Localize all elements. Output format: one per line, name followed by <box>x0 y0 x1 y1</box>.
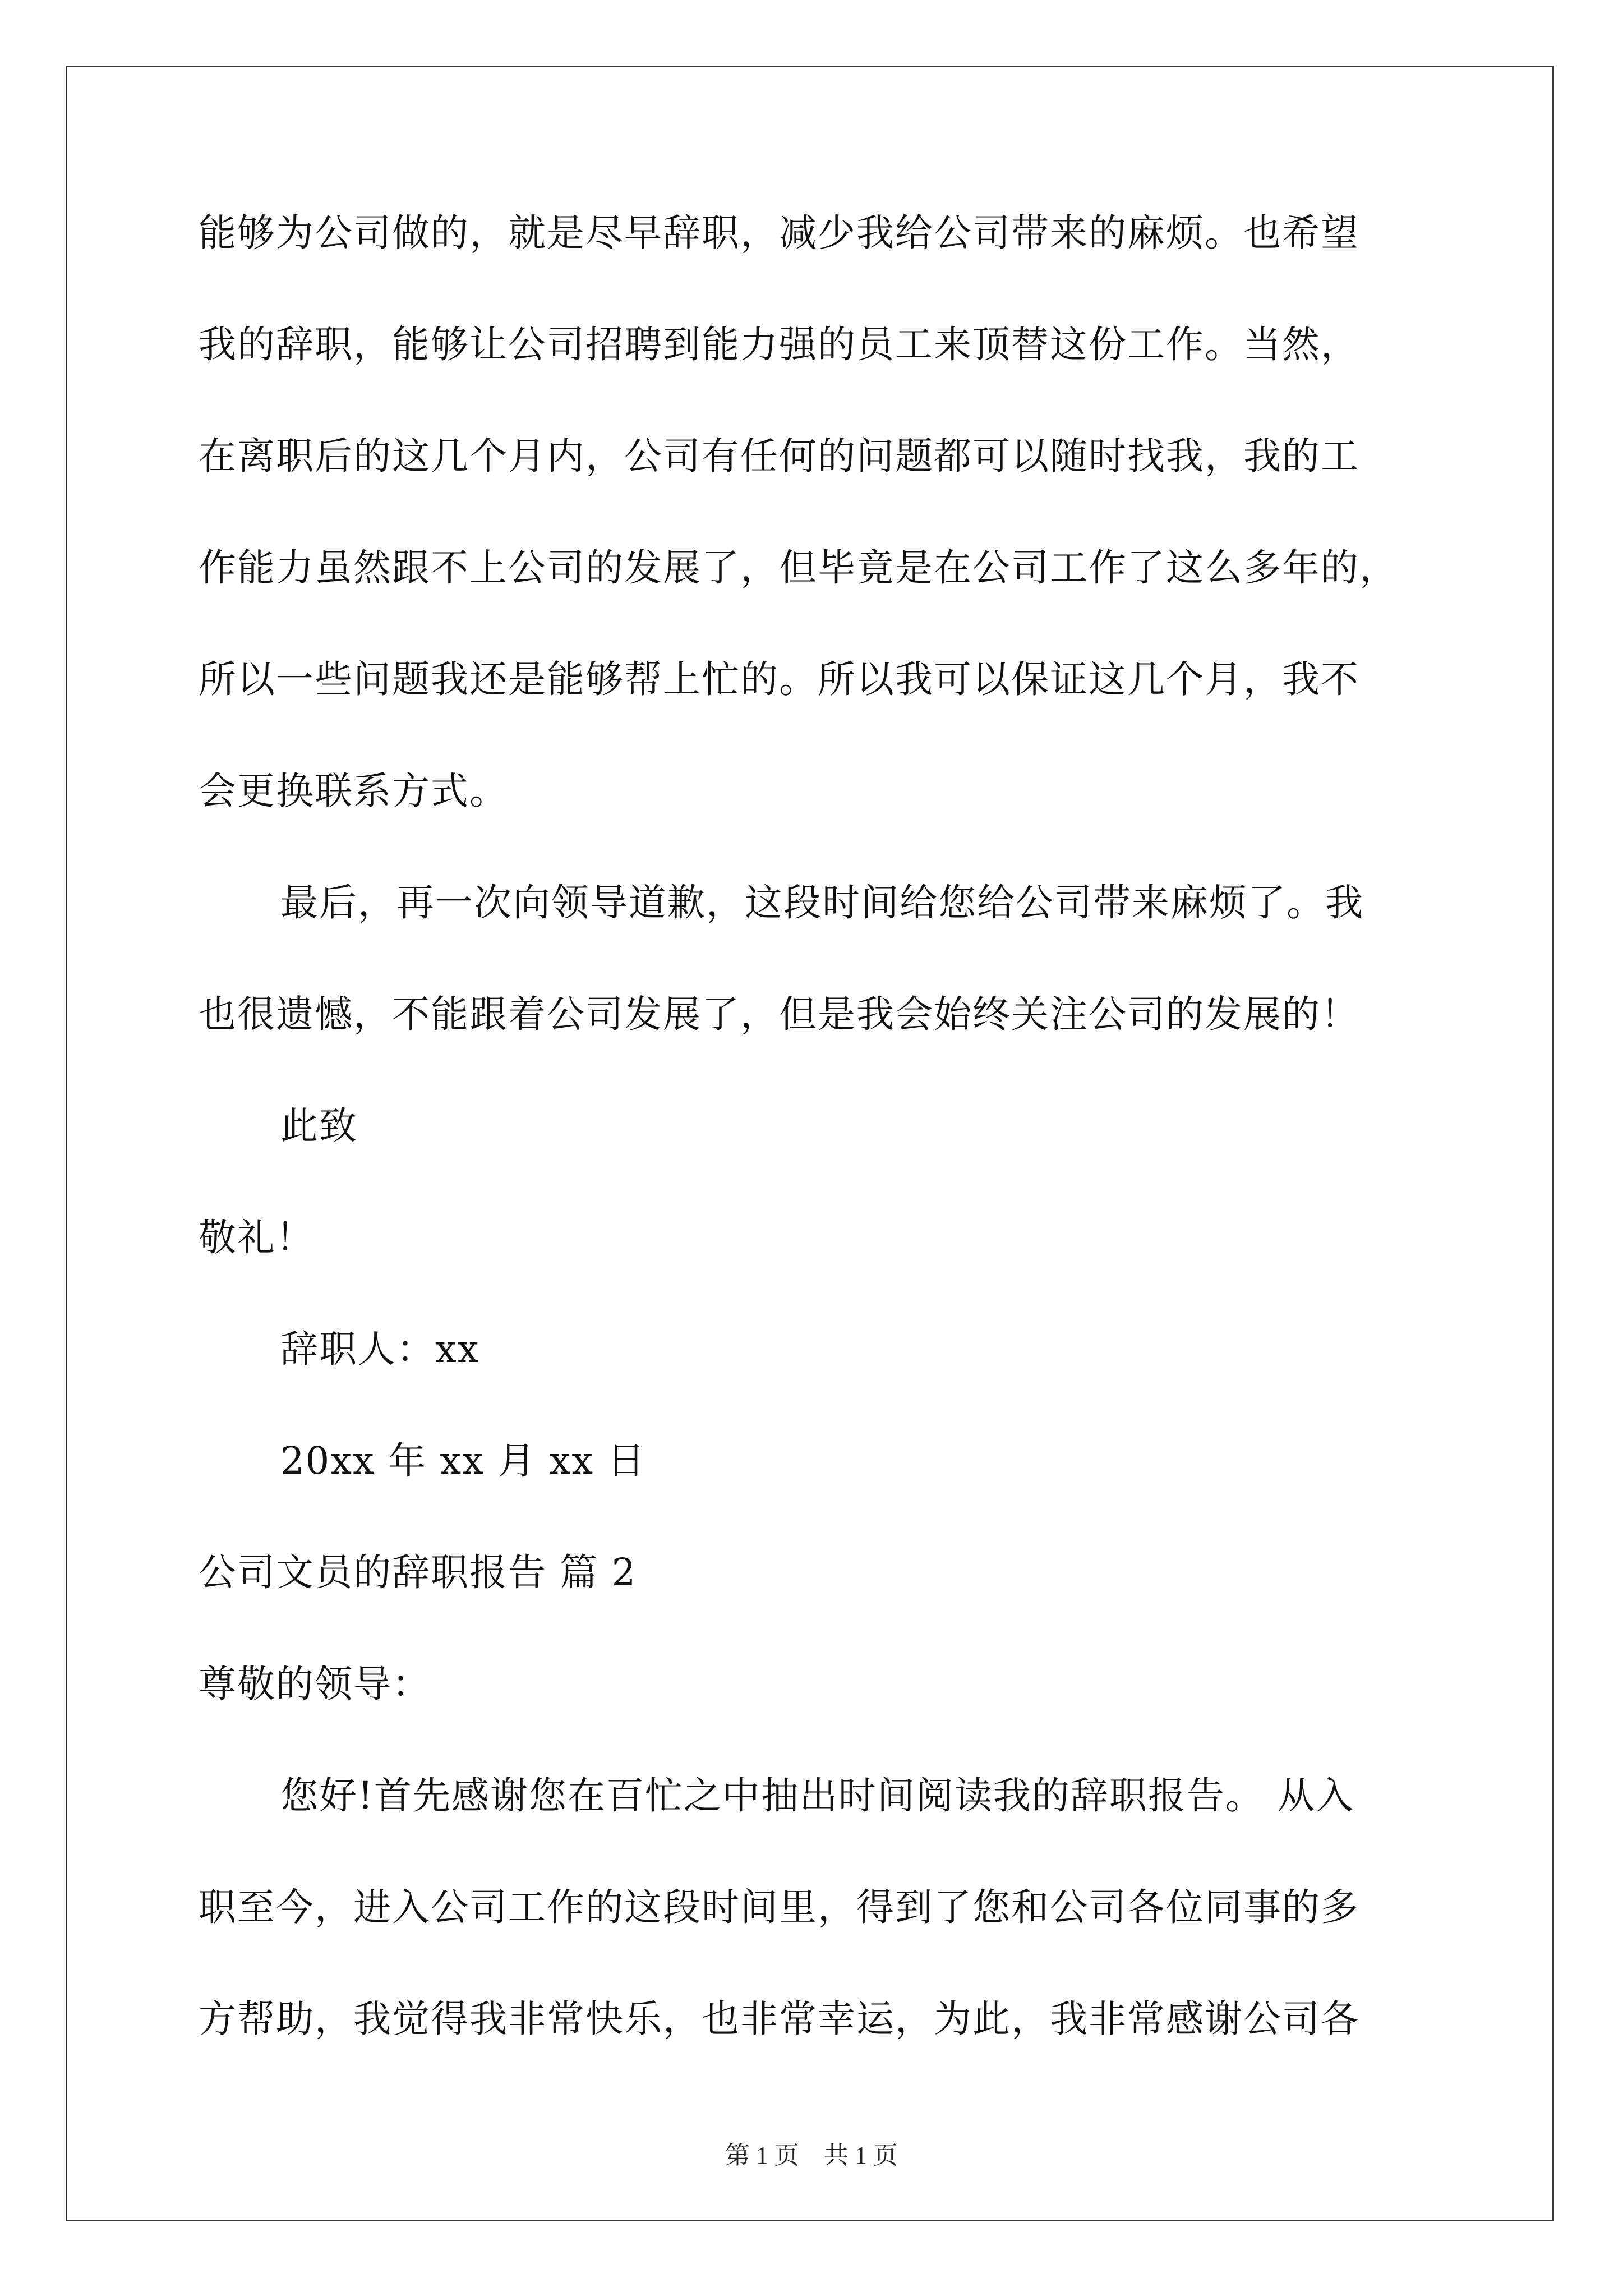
body-line: 职至今，进入公司工作的这段时间里，得到了您和公司各位同事的多 <box>199 1885 1359 1929</box>
page-number-footer: 第 1 页 共 1 页 <box>725 2142 898 2169</box>
greeting: 尊敬的领导： <box>199 1662 431 1706</box>
body-line: 最后，再一次向领导道歉，这段时间给您给公司带来麻烦了。我 <box>280 881 1364 924</box>
signature-date: 20xx 年 xx 月 xx 日 <box>280 1439 646 1483</box>
body-line: 也很遗憾，不能跟着公司发展了，但是我会始终关注公司的发展的！ <box>199 992 1359 1036</box>
body-line: 所以一些问题我还是能够帮上忙的。所以我可以保证这几个月，我不 <box>199 657 1359 701</box>
body-line: 在离职后的这几个月内，公司有任何的问题都可以随时找我，我的工 <box>199 434 1359 478</box>
closing-salutation: 此致 <box>280 1104 358 1148</box>
signer-name: 辞职人：xx <box>280 1327 480 1371</box>
body-line: 方帮助，我觉得我非常快乐，也非常幸运，为此，我非常感谢公司各 <box>199 1997 1359 2041</box>
body-line: 我的辞职，能够让公司招聘到能力强的员工来顶替这份工作。当然， <box>199 323 1359 366</box>
body-line: 能够为公司做的，就是尽早辞职，减少我给公司带来的麻烦。也希望 <box>199 211 1359 255</box>
body-line: 您好!首先感谢您在百忙之中抽出时间阅读我的辞职报告。 从入 <box>280 1774 1355 1818</box>
closing-regards: 敬礼！ <box>199 1216 315 1259</box>
section-heading: 公司文员的辞职报告 篇 2 <box>199 1550 637 1594</box>
body-line: 会更换联系方式。 <box>199 769 508 813</box>
document-body <box>199 213 1432 2111</box>
body-line: 作能力虽然跟不上公司的发展了，但毕竟是在公司工作了这么多年的， <box>199 546 1398 590</box>
